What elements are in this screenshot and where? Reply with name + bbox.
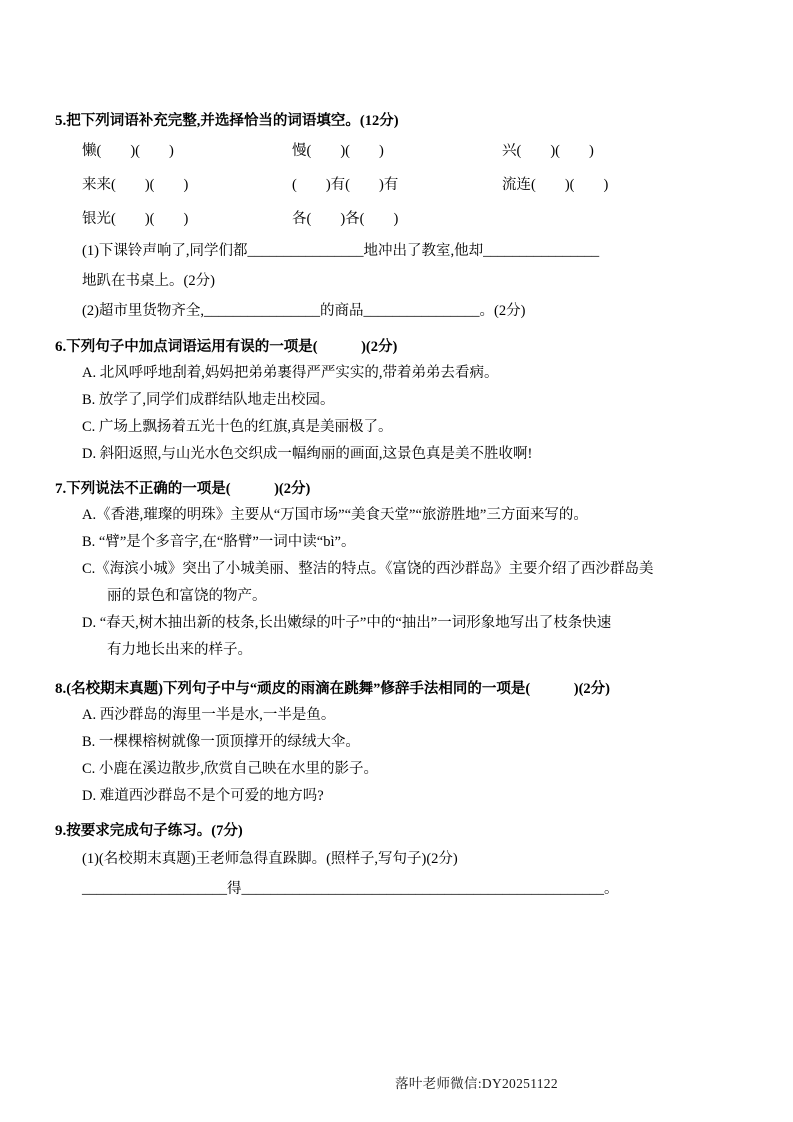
word-blank-5[interactable]: ( )有( )有 <box>292 177 399 193</box>
question-9 <box>55 818 745 904</box>
footer-watermark <box>0 1072 793 1092</box>
question-5-title: 把下列词语补充完整,并选择恰当的词语填空。(12分) <box>66 113 399 129</box>
word-blank-2[interactable]: 慢( )( ) <box>292 143 384 159</box>
question-5-word-row-3 <box>55 202 745 236</box>
question-7-option-d[interactable]: D. “春天,树木抽出新的枝条,长出嫩绿的叶子”中的“抽出”一词形象地写出了枝条快速 <box>82 615 612 631</box>
question-7-heading <box>55 476 745 502</box>
question-7-option-b[interactable]: B. “臂”是个多音字,在“胳臂”一词中读“bì”。 <box>82 534 356 550</box>
word-blank-7[interactable]: 银光( )( ) <box>82 211 189 227</box>
question-7-option-d-cont[interactable]: 有力地长出来的样子。 <box>107 642 252 658</box>
question-6-option-c[interactable]: C. 广场上飘扬着五光十色的红旗,真是美丽极了。 <box>82 419 393 435</box>
word-blank-1[interactable]: 懒( )( ) <box>82 143 174 159</box>
question-6-option-b[interactable]: B. 放学了,同学们成群结队地走出校园。 <box>82 392 335 408</box>
question-6-option-d[interactable]: D. 斜阳返照,与山光水色交织成一幅绚丽的画面,这景色真是美不胜收啊! <box>82 446 533 462</box>
question-7-option-c-cont[interactable]: 丽的景色和富饶的物产。 <box>107 588 267 604</box>
question-9-title: 按要求完成句子练习。(7分) <box>66 823 243 839</box>
question-8 <box>55 676 745 810</box>
question-8-option-c[interactable]: C. 小鹿在溪边散步,欣赏自己映在水里的影子。 <box>82 761 379 777</box>
worksheet-content <box>55 108 745 906</box>
question-7-option-a[interactable]: A.《香港,璀璨的明珠》主要从“万国市场”“美食天堂”“旅游胜地”三方面来写的。 <box>82 507 588 523</box>
question-5 <box>55 108 745 326</box>
question-8-option-b[interactable]: B. 一棵棵榕树就像一顶顶撑开的绿绒大伞。 <box>82 734 360 750</box>
question-8-title: 下列句子中与“顽皮的雨滴在跳舞”修辞手法相同的一项是( )(2分) <box>162 681 610 697</box>
word-blank-8[interactable]: 各( )各( ) <box>292 211 399 227</box>
word-blank-4[interactable]: 来来( )( ) <box>82 177 189 193</box>
watermark-text: 落叶老师微信:DY20251122 <box>395 1076 558 1091</box>
question-7 <box>55 476 745 664</box>
question-5-number: 5. <box>55 113 67 129</box>
question-9-sub-1[interactable]: (1)(名校期末真题)王老师急得直跺脚。(照样子,写句子)(2分) <box>82 851 458 867</box>
word-blank-3[interactable]: 兴( )( ) <box>502 143 594 159</box>
question-8-number: 8. <box>55 681 67 697</box>
question-8-tag: (名校期末真题) <box>66 681 163 697</box>
question-6-heading <box>55 334 745 360</box>
question-5-fill-1-cont[interactable]: 地趴在书桌上。(2分) <box>82 273 215 289</box>
question-9-number: 9. <box>55 823 67 839</box>
question-7-title: 下列说法不正确的一项是( )(2分) <box>66 481 311 497</box>
question-8-option-d[interactable]: D. 难道西沙群岛不是个可爱的地方吗? <box>82 788 324 804</box>
question-6-title: 下列句子中加点词语运用有误的一项是( )(2分) <box>66 339 398 355</box>
question-6-number: 6. <box>55 339 67 355</box>
question-6-option-a[interactable]: A. 北风呼呼地刮着,妈妈把弟弟裹得严严实实的,带着弟弟去看病。 <box>82 365 499 381</box>
question-8-option-a[interactable]: A. 西沙群岛的海里一半是水,一半是鱼。 <box>82 707 336 723</box>
question-5-fill-2[interactable]: (2)超市里货物齐全,________________的商品________________。(2分) <box>82 303 526 319</box>
question-9-answer-line[interactable]: ____________________得__________________________________________________。 <box>82 881 619 897</box>
question-5-fill-1[interactable]: (1)下课铃声响了,同学们都________________地冲出了教室,他却________________ <box>82 243 600 259</box>
question-6 <box>55 334 745 468</box>
word-blank-6[interactable]: 流连( )( ) <box>502 177 609 193</box>
question-5-word-row-1 <box>55 134 745 168</box>
question-5-heading <box>55 108 745 134</box>
question-5-word-row-2 <box>55 168 745 202</box>
question-7-number: 7. <box>55 481 67 497</box>
question-8-heading <box>55 676 745 702</box>
question-9-heading <box>55 818 745 844</box>
question-7-option-c[interactable]: C.《海滨小城》突出了小城美丽、整洁的特点。《富饶的西沙群岛》主要介绍了西沙群岛美 <box>82 561 654 577</box>
